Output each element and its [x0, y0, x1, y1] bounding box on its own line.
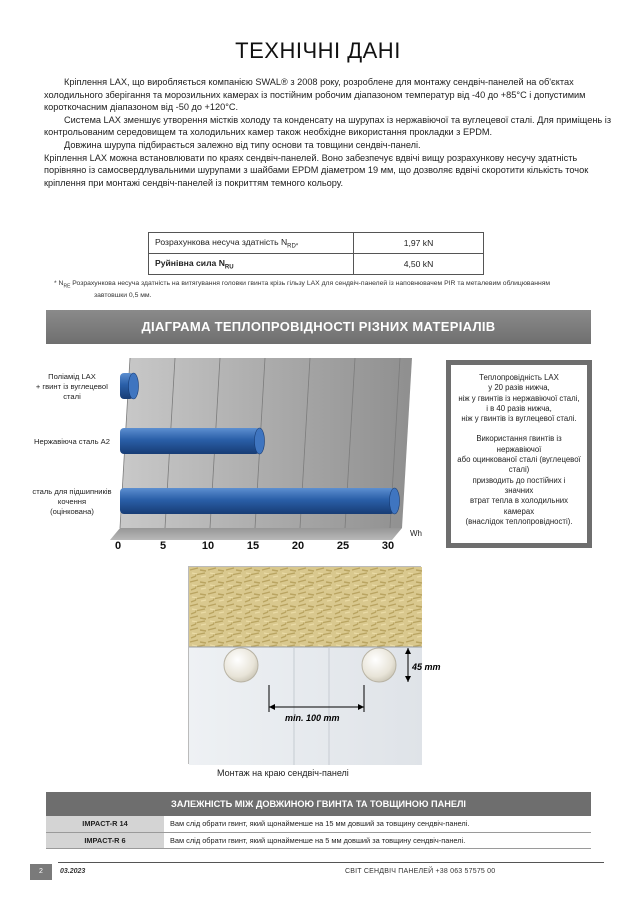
table-row [46, 816, 591, 832]
intro-paragraph-3: Довжина шурупа підбирається залежно від типу основи та товщини сендвіч-панелі. [64, 139, 421, 150]
chart-x-tick: 10 [201, 540, 215, 552]
specs-value: 1,97 kN [354, 233, 484, 254]
chart-category-label: (оцінкована) [50, 507, 94, 516]
page-number: 2 [30, 864, 52, 880]
chart-x-tick: 15 [246, 540, 260, 552]
sidebox-line: нержавіючої [496, 444, 542, 454]
chart-category-label: сталь для підшипників [32, 487, 112, 496]
dim-spacing-label: min. 100 mm [285, 713, 340, 723]
chart-banner: ДІАГРАМА ТЕПЛОПРОВІДНОСТІ РІЗНИХ МАТЕРІАЛІВ [46, 310, 591, 344]
chart-category-label: Нержавіюча сталь А2 [34, 437, 110, 446]
intro-text [44, 76, 614, 189]
specs-table [148, 232, 484, 275]
chart-x-tick: 30 [381, 540, 395, 552]
chart-category-label: + гвинт із вуглецевої [35, 382, 109, 391]
intro-paragraph-1: Кріплення LAX, що виробляється компанією SWAL® з 2008 року, розроблене для монтажу сендвіч-панелей на об'єктах холодильного зберігання та морозильних камерах із постійним робочим діапазоном температур від -40 до +85°C і допустимим короткочасним діапазоном від -50 до +120°C. [44, 77, 586, 113]
intro-paragraph-2: Система LAX зменшує утворення містків холоду та конденсату на шурупах із нержавіючої та вуглецевої сталі. Для приміщень із контрольованим середовищем та холодильних камер також необхідне використання прокладки з EPDM. [44, 114, 612, 138]
sidebox-line: втрат тепла в холодильних [469, 496, 569, 506]
chart-bar [120, 428, 260, 454]
specs-label-sub: RD* [287, 243, 299, 250]
screw-length-table [46, 792, 591, 849]
sidebox-line: ніж у гвинтів із нержавіючої сталі, [458, 393, 580, 403]
sidebox-line: сталі) [508, 465, 530, 475]
specs-label-text: Руйнівна сила N [155, 257, 225, 268]
chart-x-tick: 0 [114, 540, 122, 552]
footnote-sub: RE [63, 283, 71, 290]
sidebox-line: Використання гвинтів із [476, 434, 562, 444]
footnote [54, 279, 614, 300]
screw-table-header: ЗАЛЕЖНІСТЬ МІЖ ДОВЖИНОЮ ГВИНТА ТА ТОВЩИНОЮ ПАНЕЛІ [46, 792, 591, 816]
footnote-mark: * N [54, 280, 64, 287]
sidebox-line: у 20 разів нижча, [488, 383, 550, 393]
specs-row [149, 233, 484, 254]
screw-table-header-row [46, 792, 591, 816]
chart-category-labels [32, 372, 111, 516]
edge-mounting-photo [188, 566, 441, 764]
footer-divider [58, 862, 604, 863]
lax-cap [362, 648, 396, 682]
chart-x-tick: 5 [159, 540, 167, 552]
footer-date: 03.2023 [60, 868, 86, 875]
sidebox-line: або оцинкованої сталі (вуглецевої [457, 455, 581, 465]
info-sidebox [446, 360, 592, 548]
chart-category-label: сталі [63, 392, 81, 401]
footnote-text-2: завтовшки 0,5 мм. [94, 292, 152, 300]
screw-model: IMPACT-R 14 [46, 816, 164, 832]
specs-value: 4,50 kN [354, 254, 484, 275]
table-row [46, 832, 591, 848]
screw-rule: Вам слід обрати гвинт, який щонайменше на 15 мм довший за товщину сендвіч-панелі. [164, 816, 591, 832]
chart-floor [110, 528, 402, 540]
dim-height-label: 45 mm [412, 662, 441, 672]
info-sidebox-text [451, 365, 587, 543]
chart-category-label: Поліамід LAX [48, 372, 96, 381]
sidebox-line: (внаслідок теплопровідності). [465, 516, 573, 526]
photo-caption: Монтаж на краю сендвіч-панелі [217, 768, 349, 778]
chart-category-label: кочення [57, 497, 87, 506]
chart-bar-end [129, 373, 139, 399]
sidebox-line: призводить до постійних і [472, 475, 566, 485]
thermal-conductivity-chart [0, 346, 440, 556]
chart-x-tick: 25 [336, 540, 350, 552]
specs-row [149, 254, 484, 275]
footnote-text: Розрахункова несуча здатність на витягування головки гвинта крізь гільзу LAX для сендвіч-панелей із наповнювачем PIR та металевим облицюванням [70, 280, 551, 287]
sidebox-line: значних [504, 485, 534, 495]
chart-bar-end [255, 428, 265, 454]
specs-label-sub: RU [224, 264, 234, 271]
sidebox-line: і в 40 разів нижча, [486, 403, 552, 413]
intro-paragraph-4: Кріплення LAX можна встановлювати по краях сендвіч-панелей. Воно забезпечує вдвічі вищу розрахункову несучу здатність порівняно із самосвердлувальними шурупами з шайбами EPDM діаметром 19 мм, що дозволяє вдвічі скоротити кількість точок кріплення при монтажі сендвіч-панелей із покриттям темного кольору. [44, 152, 589, 188]
chart-bar-end [390, 488, 400, 514]
chart-x-unit: Wh [410, 529, 422, 538]
sidebox-line: камерах [503, 506, 535, 516]
chart-bar [120, 488, 395, 514]
chart-x-tick: 20 [291, 540, 305, 552]
specs-label-text: Розрахункова несуча здатність N [155, 236, 288, 247]
specs-label [149, 233, 354, 254]
osb-board [189, 567, 422, 647]
sidebox-line: ніж у гвинтів із вуглецевої сталі. [461, 414, 577, 424]
edge-mounting-illustration [189, 567, 441, 765]
page-title: ТЕХНІЧНІ ДАНІ [235, 38, 401, 63]
screw-rule: Вам слід обрати гвинт, який щонайменше на 5 мм довший за товщину сендвіч-панелі. [164, 832, 591, 848]
screw-model: IMPACT-R 6 [46, 832, 164, 848]
lax-cap [224, 648, 258, 682]
chart-x-ticks [115, 540, 394, 552]
sidebox-line: Теплопровідність LAX [479, 373, 559, 382]
specs-label [149, 254, 354, 275]
footer-contact: СВІТ СЕНДВІЧ ПАНЕЛЕЙ +38 063 57575 00 [345, 868, 496, 875]
